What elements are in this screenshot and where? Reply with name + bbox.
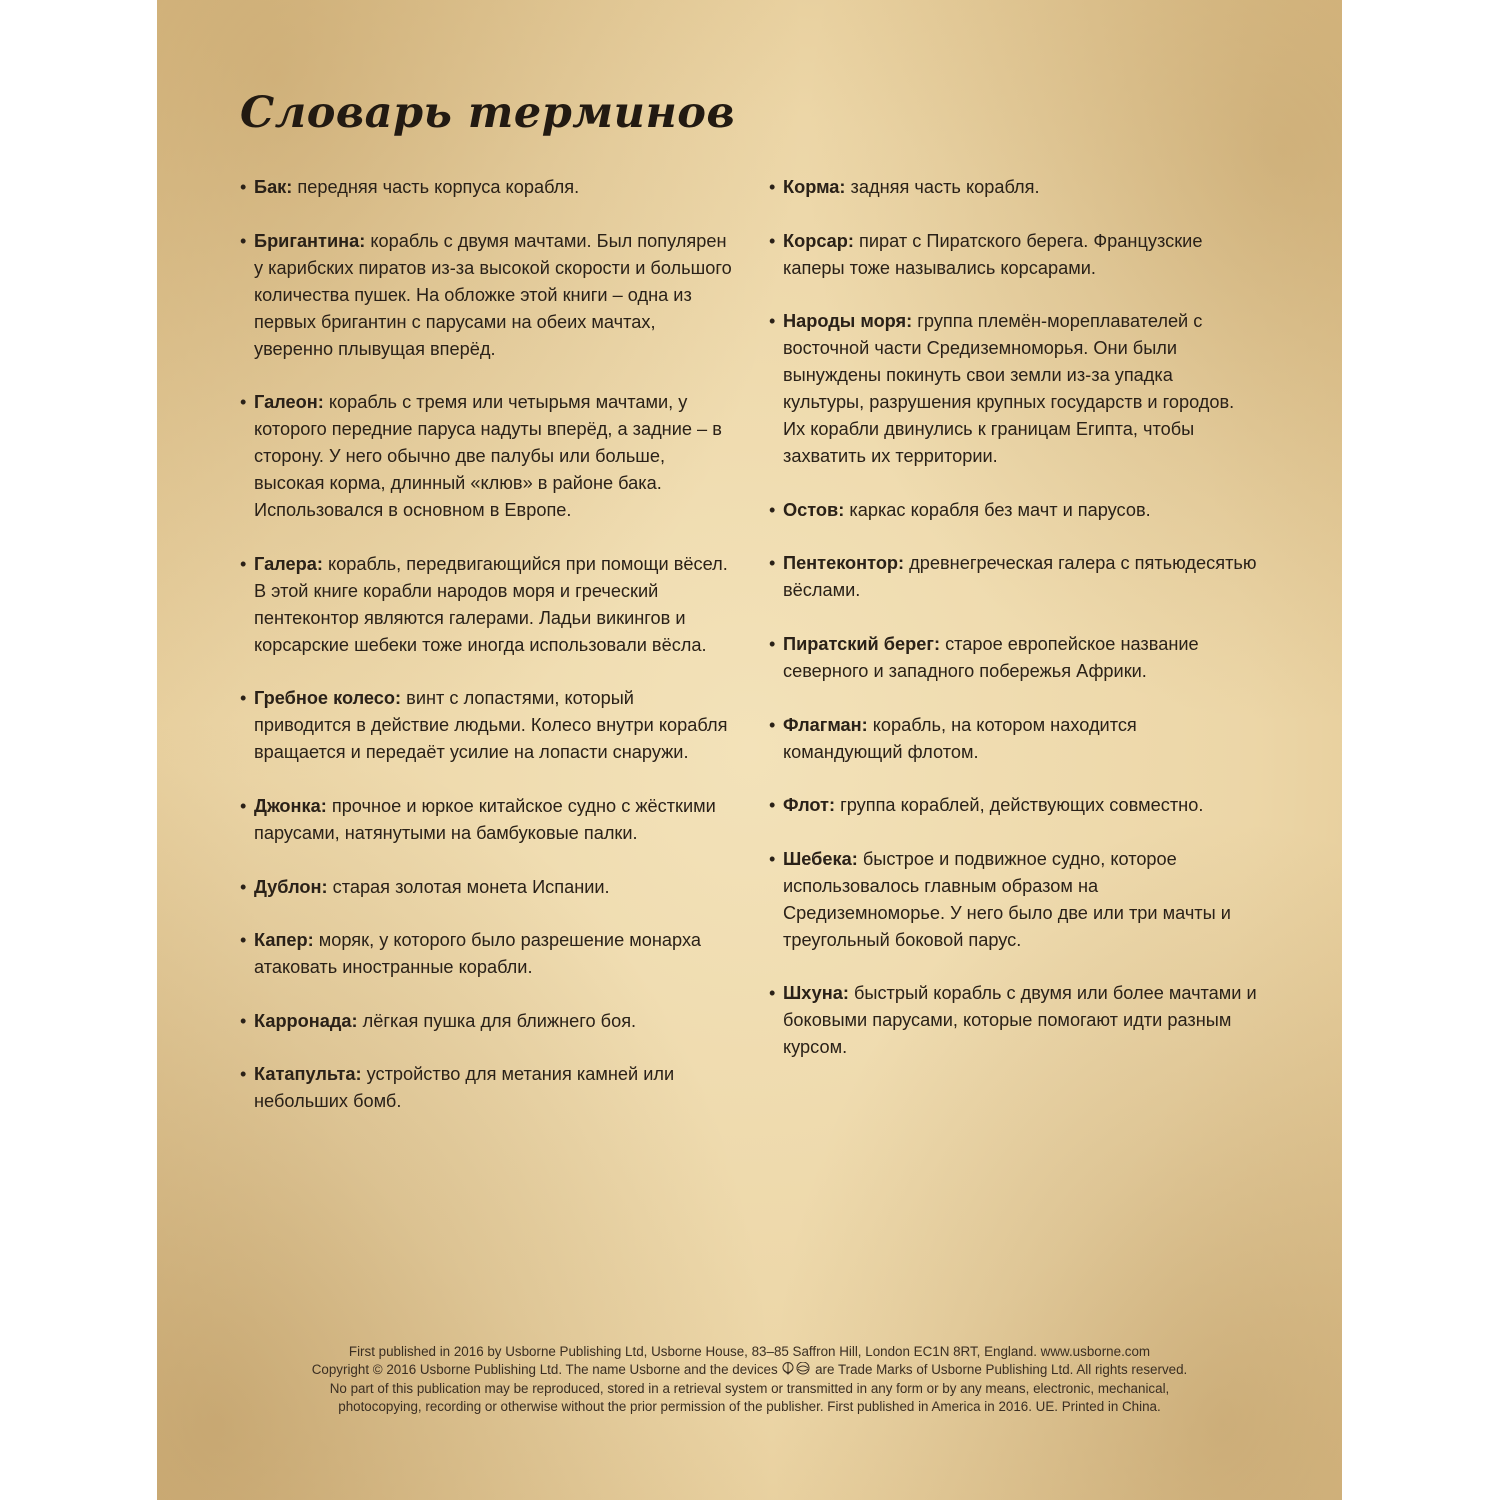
- glossary-definition: лёгкая пушка для ближнего боя.: [362, 1010, 637, 1031]
- bullet-icon: •: [240, 177, 247, 197]
- glossary-definition: винт с лопастями, который приводится в действие людьми. Колесо внутри корабля вращается и передаёт усилие на лопасти снаружи.: [254, 688, 728, 763]
- glossary-entry: • Корма: задняя часть корабля.: [769, 174, 1259, 201]
- glossary-definition: группа кораблей, действующих совместно.: [840, 795, 1204, 816]
- glossary-term: Карронада: [254, 1010, 352, 1031]
- glossary-entry: • Пентеконтор: древнегреческая галера с пятьюдесятью вёслами.: [769, 550, 1259, 604]
- bullet-icon: •: [240, 795, 247, 816]
- glossary-definition: старая золотая монета Испании.: [332, 876, 610, 897]
- glossary-term: Бригантина: [254, 230, 360, 251]
- glossary-entry: • Флот: группа кораблей, действующих совместно.: [769, 792, 1259, 819]
- credits-line-2-end: are Trade Marks of Usborne Publishing Ltd. All rights reserved.: [811, 1362, 1188, 1378]
- glossary-definition: древнегреческая галера с пятьюдесятью вёслами.: [783, 553, 1257, 601]
- credits-line-2: [197, 1361, 1302, 1379]
- glossary-term: Шхуна: [783, 983, 843, 1004]
- glossary-entry: • Шхуна: быстрый корабль с двумя или более мачтами и боковыми парусами, которые помогают идти разным курсом.: [769, 980, 1259, 1061]
- glossary-entry: • Гребное колесо: винт с лопастями, который приводится в действие людьми. Колесо внутри корабля вращается и передаёт усилие на лопасти снаружи.: [240, 685, 735, 766]
- glossary-entry: • Капер: моряк, у которого было разрешение монарха атаковать иностранные корабли.: [240, 927, 735, 981]
- glossary-entry: • Корсар: пират с Пиратского берега. Французские каперы тоже назывались корсарами.: [769, 228, 1259, 282]
- glossary-definition: передняя часть корпуса корабля.: [297, 177, 580, 197]
- bullet-icon: •: [769, 553, 776, 574]
- glossary-definition: устройство для метания камней или небольших бомб.: [254, 1064, 675, 1112]
- parchment-page: [157, 0, 1342, 1500]
- glossary-term: Капер: [254, 930, 308, 951]
- glossary-definition: моряк, у которого было разрешение монарха атаковать иностранные корабли.: [254, 930, 701, 978]
- bullet-icon: •: [240, 876, 247, 897]
- bullet-icon: •: [769, 714, 776, 735]
- glossary-entry: • Галера: корабль, передвигающийся при помощи вёсел. В этой книге корабли народов моря и греческий пентеконтор являются галерами. Ладьи викингов и корсарские шебеки тоже иногда использовали вёсла.: [240, 551, 735, 659]
- glossary-definition: группа племён-мореплавателей с восточной части Средиземноморья. Они были вынуждены покинуть свои земли из-за упадка культуры, разрушения крупных государств и городов. Их корабли двинулись к границам Египта, чтобы захватить их территории.: [783, 311, 1235, 467]
- bullet-icon: •: [769, 983, 776, 1004]
- bullet-icon: •: [240, 688, 247, 709]
- glossary-definition: корабль с тремя или четырьмя мачтами, у которого передние паруса надуты вперёд, а задние – в сторону. У него обычно две палубы или больше, высокая корма, длинный «клюв» в районе бака. Использовался в основном в Европе.: [254, 392, 722, 521]
- glossary-definition: каркас корабля без мачт и парусов.: [849, 499, 1151, 520]
- bullet-icon: •: [240, 392, 247, 413]
- bullet-icon: •: [769, 230, 776, 251]
- glossary-column-left: [240, 174, 735, 1142]
- glossary-term: Гребное колесо: [254, 688, 396, 709]
- credits-line-2-start: Copyright © 2016 Usborne Publishing Ltd. The name Usborne and the devices: [311, 1362, 782, 1378]
- glossary-definition: корабль, на котором находится командующий флотом.: [783, 714, 1137, 762]
- glossary-entry: • Пиратский берег: старое европейское название северного и западного побережья Африки.: [769, 631, 1259, 685]
- glossary-definition: задняя часть корабля.: [850, 177, 1040, 197]
- glossary-term: Пиратский берег: [783, 633, 934, 654]
- glossary-term: Дублон: [254, 876, 322, 897]
- glossary-entry: • Шебека: быстрое и подвижное судно, которое использовалось главным образом на Средиземноморье. У него было две или три мачты и треугольный боковой парус.: [769, 846, 1259, 954]
- bullet-icon: •: [769, 633, 776, 654]
- glossary-entry: • Галеон: корабль с тремя или четырьмя мачтами, у которого передние паруса надуты вперёд, а задние – в сторону. У него обычно две палубы или больше, высокая корма, длинный «клюв» в районе бака. Использовался в основном в Европе.: [240, 389, 735, 524]
- glossary-term: Галера: [254, 553, 317, 574]
- bullet-icon: •: [769, 848, 776, 869]
- glossary-definition: корабль с двумя мачтами. Был популярен у карибских пиратов из-за высокой скорости и большого количества пушек. На обложке этой книги – одна из первых бригантин с парусами на обеих мачтах, уверенно плывущая вперёд.: [254, 230, 732, 359]
- glossary-term: Корсар: [783, 230, 848, 251]
- bullet-icon: •: [240, 930, 247, 951]
- glossary-term: Бак: [254, 177, 287, 197]
- glossary-definition: корабль, передвигающийся при помощи вёсел. В этой книге корабли народов моря и греческий пентеконтор являются галерами. Ладьи викингов и корсарские шебеки тоже иногда использовали вёсла.: [254, 553, 728, 655]
- bullet-icon: •: [240, 1064, 247, 1085]
- glossary-term: Катапульта: [254, 1064, 356, 1085]
- glossary-definition: быстрый корабль с двумя или более мачтами и боковыми парусами, которые помогают идти разным курсом.: [783, 983, 1257, 1058]
- credits-line-1: First published in 2016 by Usborne Publishing Ltd, Usborne House, 83–85 Saffron Hill, London EC1N 8RT, England. www.usborne.com: [348, 1344, 1151, 1359]
- glossary-term: Флагман: [783, 714, 862, 735]
- glossary-entry: • Остов: каркас корабля без мачт и парусов.: [769, 497, 1259, 524]
- glossary-term: Галеон: [254, 392, 318, 413]
- glossary-term: Остов: [783, 499, 839, 520]
- glossary-entry: • Катапульта: устройство для метания камней или небольших бомб.: [240, 1061, 735, 1115]
- glossary-definition: быстрое и подвижное судно, которое использовалось главным образом на Средиземноморье. У него было две или три мачты и треугольный боковой парус.: [783, 848, 1231, 950]
- credits-line-4: photocopying, recording or otherwise without the prior permission of the publisher. First published in America in 2016. UE. Printed in China.: [338, 1398, 1161, 1414]
- page-title: Словарь терминов: [240, 88, 736, 138]
- glossary-entry: • Джонка: прочное и юркое китайское судно с жёсткими парусами, натянутыми на бамбуковые палки.: [240, 793, 735, 847]
- bullet-icon: •: [240, 553, 247, 574]
- glossary-entry: • Бригантина: корабль с двумя мачтами. Был популярен у карибских пиратов из-за высокой скорости и большого количества пушек. На обложке этой книги – одна из первых бригантин с парусами на обеих мачтах, уверенно плывущая вперёд.: [240, 228, 735, 363]
- usborne-balloon-icon: [781, 1362, 811, 1375]
- bullet-icon: •: [769, 795, 776, 816]
- glossary-entry: • Флагман: корабль, на котором находится командующий флотом.: [769, 712, 1259, 766]
- bullet-icon: •: [240, 230, 247, 251]
- glossary-definition: прочное и юркое китайское судно с жёсткими парусами, натянутыми на бамбуковые палки.: [254, 795, 716, 843]
- glossary-definition: старое европейское название северного и западного побережья Африки.: [783, 633, 1199, 681]
- glossary-entry: • Карронада: лёгкая пушка для ближнего боя.: [240, 1008, 735, 1035]
- glossary-definition: пират с Пиратского берега. Французские каперы тоже назывались корсарами.: [783, 230, 1203, 278]
- credits-line-3: No part of this publication may be reproduced, stored in a retrieval system or transmitted in any form or by any means, electronic, mechanical,: [329, 1380, 1170, 1396]
- glossary-term: Джонка: [254, 795, 321, 816]
- glossary-term: Шебека: [783, 848, 852, 869]
- glossary-entry: • Дублон: старая золотая монета Испании.: [240, 874, 735, 901]
- glossary-term: Народы моря: [783, 311, 907, 332]
- glossary-column-right: [769, 174, 1259, 1088]
- bullet-icon: •: [769, 177, 776, 197]
- glossary-entry: • Народы моря: группа племён-мореплавателей с восточной части Средиземноморья. Они были вынуждены покинуть свои земли из-за упадка культуры, разрушения крупных государств и городов. Их корабли двинулись к границам Египта, чтобы захватить их территории.: [769, 308, 1259, 470]
- bullet-icon: •: [240, 1010, 247, 1031]
- glossary-entry: • Бак: передняя часть корпуса корабля.: [240, 174, 735, 201]
- glossary-term: Корма: [783, 177, 840, 197]
- glossary-term: Флот: [783, 795, 829, 816]
- bullet-icon: •: [769, 499, 776, 520]
- glossary-term: Пентеконтор: [783, 553, 899, 574]
- bullet-icon: •: [769, 311, 776, 332]
- copyright-block: [197, 1343, 1302, 1416]
